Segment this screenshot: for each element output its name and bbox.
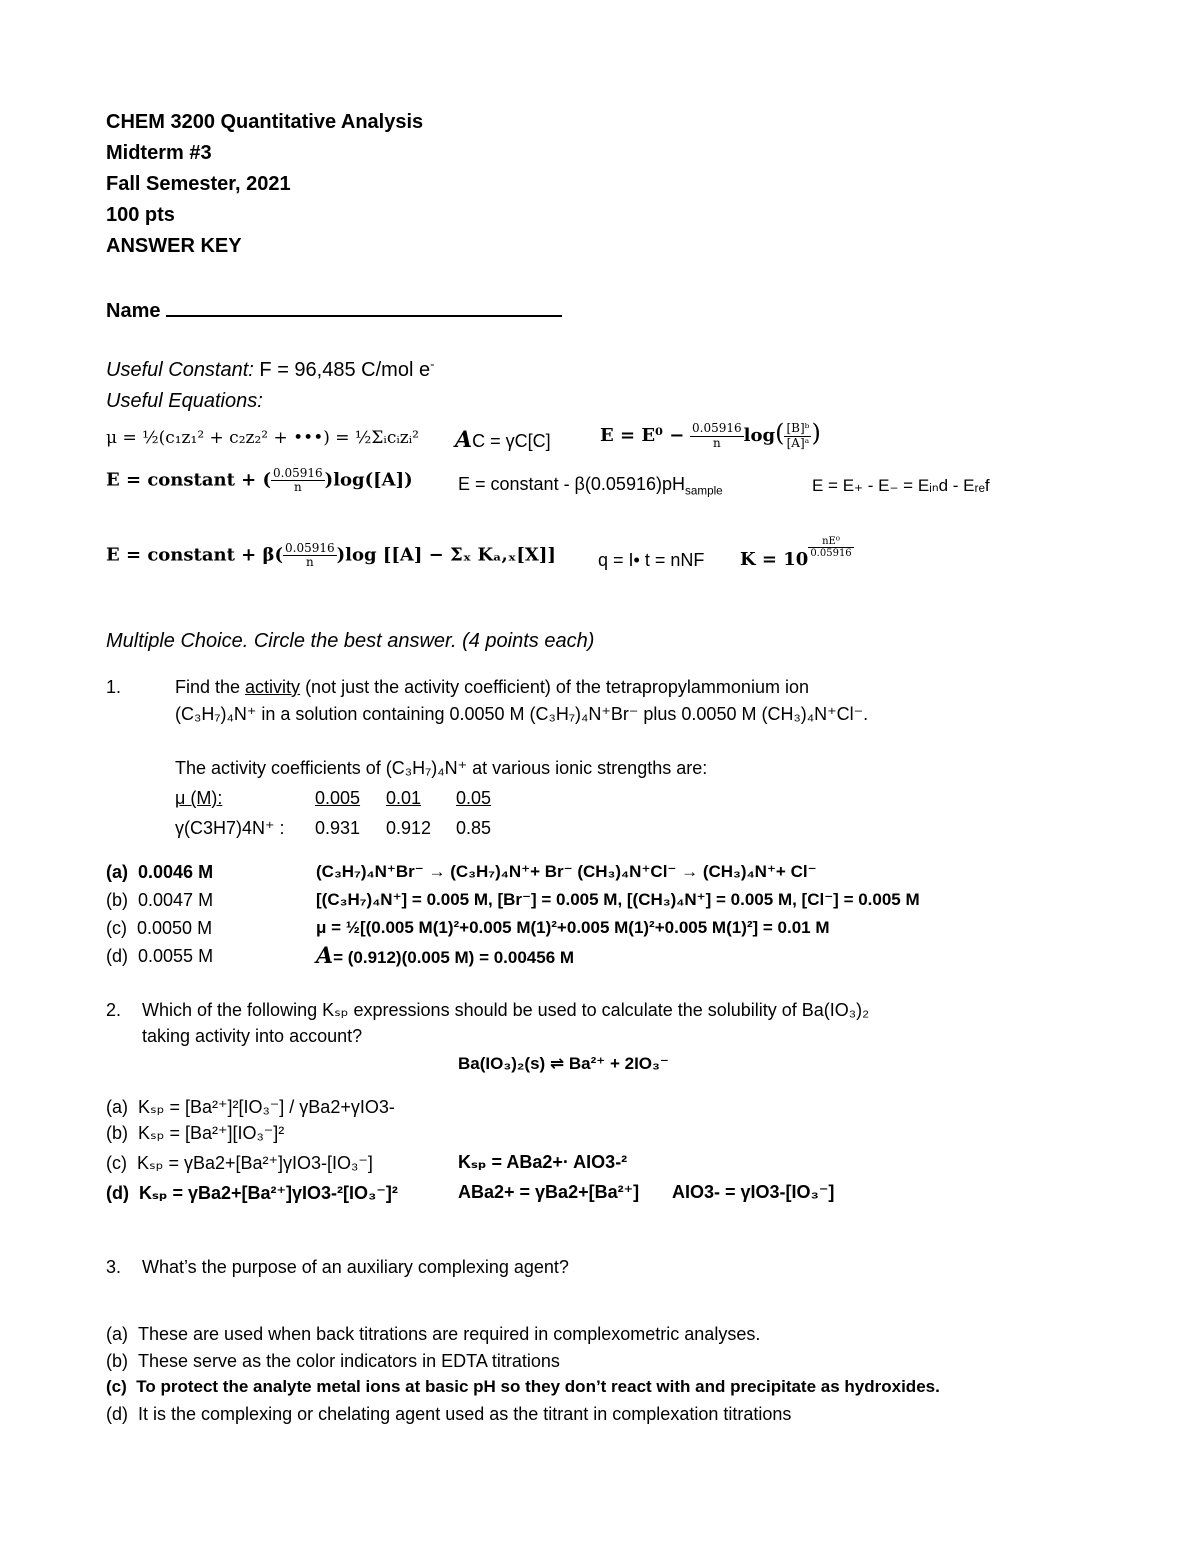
- q2-option-d[interactable]: (d) Kₛₚ = γBa2+[Ba²⁺]γIO3-²[IO₃⁻]²: [106, 1183, 398, 1203]
- name-blank-line: [166, 297, 562, 317]
- q2-work-ksp: Kₛₚ = ABa2+· AIO3-²: [458, 1152, 628, 1172]
- ph-eq: E = constant - $\beta(0.05916)pH_{sample}$: [458, 474, 723, 498]
- q2-line2: taking activity into account?: [142, 1026, 363, 1046]
- q3-question: What’s the purpose of an auxiliary complexing agent?: [142, 1257, 569, 1277]
- q3-option-d[interactable]: (d) It is the complexing or chelating agent used as the titrant in complexation titrations: [106, 1404, 792, 1424]
- instructions: Multiple Choice. Circle the best answer. (4 points each): [106, 630, 595, 652]
- q2-line1: Which of the following Kₛₚ expressions should be used to calculate the solubility of Ba(IO₃)₂: [142, 1000, 870, 1020]
- q1-work-ionic-strength: μ = ½[(0.005 M(1)²+0.005 M(1)²+0.005 M(1)²+0.005 M(1)²] = 0.01 M: [316, 918, 830, 937]
- q1-gamma-row: [175, 818, 496, 839]
- q2-work-activity-ba: ABa2+ = γBa2+[Ba²⁺]: [458, 1182, 640, 1202]
- charge-eq: q = I• t = nNF: [598, 550, 705, 570]
- selectivity-eq: E = constant + β( $\frac{0.05916}{n}$ )log [[A] − Σₓ Kₐ,ₓ[X]]: [106, 541, 556, 570]
- name-field: [106, 297, 562, 323]
- q1-work-activity: A= (0.912)(0.005 M) = 0.00456 M: [316, 943, 575, 969]
- q1-work-concentrations: [(C₃H₇)₄N⁺] = 0.005 M, [Br⁻] = 0.005 M, [(CH₃)₄N⁺] = 0.005 M, [Cl⁻] = 0.005 M: [316, 890, 920, 909]
- q1-work-dissociation: (C₃H₇)₄N⁺Br⁻ → (C₃H₇)₄N⁺+ Br⁻ (CH₃)₄N⁺Cl⁻ → (CH₃)₄N⁺+ Cl⁻: [316, 862, 817, 881]
- q2-reaction: Ba(IO₃)₂(s) ⇌ Ba²⁺ + 2IO₃⁻: [458, 1054, 669, 1073]
- q2-number: 2.: [106, 1000, 122, 1020]
- constant-label: Useful Constant:: [106, 359, 254, 381]
- q3-option-b[interactable]: (b) These serve as the color indicators in EDTA titrations: [106, 1351, 560, 1371]
- faraday-constant: F = 96,485 C/mol e: [259, 359, 431, 381]
- mu-label: μ (M):: [175, 788, 223, 808]
- gamma-value: 0.85: [456, 818, 492, 838]
- q2-option-a[interactable]: (a) Kₛₚ = [Ba²⁺]²[IO₃⁻] / γBa2+γIO3-: [106, 1097, 395, 1117]
- q2-work-activity-io3: AIO3- = γIO3-[IO₃⁻]: [672, 1182, 835, 1202]
- gamma-value: 0.912: [386, 818, 432, 838]
- q1-mu-row: [175, 788, 496, 809]
- gamma-value: 0.931: [315, 818, 361, 838]
- q1-table-intro: The activity coefficients of (C₃H₇)₄N⁺ at various ionic strengths are:: [175, 758, 708, 778]
- q1-line2: (C₃H₇)₄N⁺ in a solution containing 0.0050 M (C₃H₇)₄N⁺Br⁻ plus 0.0050 M (CH₃)₄N⁺Cl⁻.: [175, 704, 869, 724]
- q1-line1: Find the activity (not just the activity coefficient) of the tetrapropylammonium ion: [175, 677, 809, 697]
- q3-number: 3.: [106, 1257, 122, 1277]
- nernst-eq: E = E⁰ − $\frac{0.05916}{n}$ log( $\frac{\text{[B]ᵇ}}{\text{[A]ᵃ}}$ ): [600, 419, 821, 450]
- cell-potential-eq: E = E₊ - E₋ = Eᵢₙd - Eᵣₑf: [812, 476, 990, 495]
- ise-eq: E = constant + ( $\frac{0.05916}{n}$ )log([A]): [106, 466, 413, 495]
- mu-value: 0.01: [386, 788, 422, 808]
- exam-title: Midterm #3: [106, 142, 212, 164]
- useful-constant: Useful Constant: F = 96,485 C/mol e-: [106, 356, 435, 381]
- name-label: Name: [106, 300, 161, 322]
- total-points: 100 pts: [106, 204, 175, 226]
- q3-option-c[interactable]: (c) To protect the analyte metal ions at basic pH so they don’t react with and precipitate as hydroxides.: [106, 1377, 940, 1396]
- course-title: CHEM 3200 Quantitative Analysis: [106, 111, 424, 133]
- q1-option-a[interactable]: (a) 0.0046 M: [106, 862, 214, 882]
- semester: Fall Semester, 2021: [106, 173, 291, 195]
- ionic-strength-eq: μ = ½(c₁z₁² + c₂z₂² + •••) = ½Σᵢcᵢzᵢ²: [106, 428, 419, 448]
- equations-label: Useful Equations:: [106, 390, 263, 412]
- equilibrium-constant-eq: K = 10 $\frac{\text{nE⁰}}{0.05916}$: [740, 536, 852, 570]
- q1-option-c[interactable]: (c) 0.0050 M: [106, 918, 213, 938]
- q2-option-b[interactable]: (b) Kₛₚ = [Ba²⁺][IO₃⁻]²: [106, 1123, 285, 1143]
- activity-eq: AC = γC[C]: [455, 427, 551, 453]
- mu-value: 0.005: [315, 788, 361, 808]
- q2-option-c[interactable]: (c) Kₛₚ = γBa2+[Ba²⁺]γIO3-[IO₃⁻]: [106, 1153, 373, 1173]
- mu-value: 0.05: [456, 788, 492, 808]
- q3-option-a[interactable]: (a) These are used when back titrations are required in complexometric analyses.: [106, 1324, 761, 1344]
- q1-number: 1.: [106, 677, 122, 697]
- answer-key-label: ANSWER KEY: [106, 235, 242, 257]
- q1-option-b[interactable]: (b) 0.0047 M: [106, 890, 214, 910]
- q1-option-d[interactable]: (d) 0.0055 M: [106, 946, 214, 966]
- gamma-label: γ(C3H7)4N⁺ :: [175, 818, 285, 838]
